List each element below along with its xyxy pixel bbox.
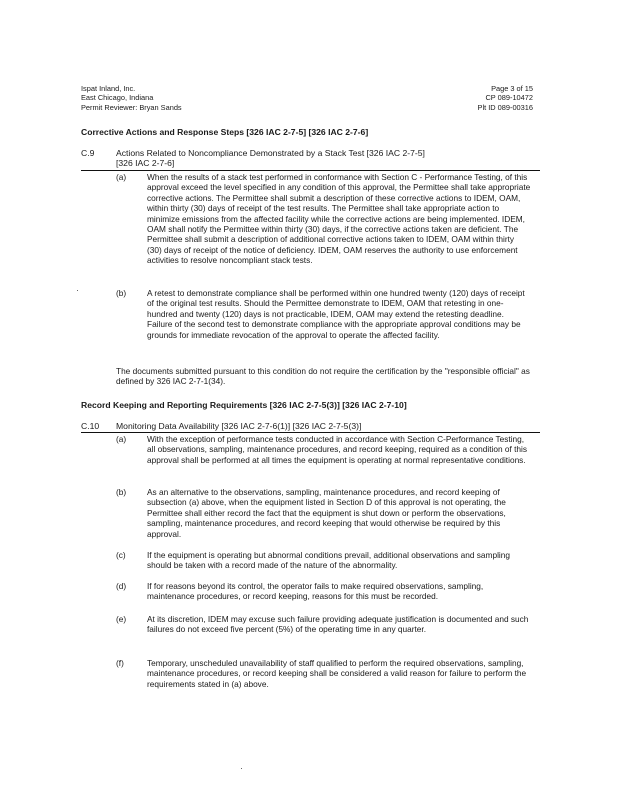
item-text: At its discretion, IDEM may excuse such failure providing adequate justification is documented and such failures do not exceed five percent (5%) of the operating time in any quarter. — [147, 614, 529, 635]
item-label: (c) — [116, 550, 126, 560]
header-left — [81, 84, 182, 112]
list-item — [116, 288, 531, 340]
list-item — [116, 581, 531, 602]
section-title-record-keeping: Record Keeping and Reporting Requirements [326 IAC 2-7-5(3)] [326 IAC 2-7-10] — [81, 400, 407, 410]
scan-speck — [77, 290, 78, 291]
item-label: (d) — [116, 581, 127, 591]
condition-number: C.10 — [81, 421, 100, 431]
item-label: (a) — [116, 172, 127, 182]
condition-title-line1: Actions Related to Noncompliance Demonstrated by a Stack Test [326 IAC 2-7-5] — [116, 148, 425, 158]
header-right — [478, 84, 533, 112]
item-text: If for reasons beyond its control, the operator fails to make required observations, sampling, maintenance procedures, or record keeping, reasons for this must be recorded. — [147, 581, 484, 602]
list-item — [116, 658, 531, 689]
section-title-corrective-actions: Corrective Actions and Response Steps [326 IAC 2-7-5] [326 IAC 2-7-6] — [81, 127, 369, 137]
condition-rule — [81, 432, 540, 433]
header-page: Page 3 of 15 — [491, 84, 533, 93]
item-text: When the results of a stack test performed in conformance with Section C - Performance Testing, of this approval exceed the level specified in any condition of this approval, the Permittee shall take appropriate corrective actions. The Permittee shall submit a description of these corrective actions to IDEM, OAM, within thirty (30) days of receipt of the test results. The Permittee shall take appropriate action to minimize emissions from the affected facility while the corrective actions are being implemented. IDEM, OAM shall notify the Permittee within thirty (30) days, if the corrective actions taken are deficient. The Permittee shall submit a description of additional corrective actions taken to IDEM, OAM within thirty (30) days of receipt of the notice of deficiency. IDEM, OAM reserves the authority to use enforcement activities to resolve noncompliant stack tests. — [147, 172, 531, 266]
item-text: Temporary, unscheduled unavailability of staff qualified to perform the required observations, sampling, maintenance procedures, or record keeping shall be considered a valid reason for failure to perform the requirements stated in (a) above. — [147, 658, 527, 689]
item-label: (b) — [116, 288, 127, 298]
list-item — [116, 550, 531, 571]
condition-number: C.9 — [81, 148, 95, 158]
item-label: (a) — [116, 434, 127, 444]
condition-title — [116, 148, 425, 169]
item-text: With the exception of performance tests conducted in accordance with Section C-Performance Testing, all observations, sampling, maintenance procedures, and record keeping, required as a condition of this approval shall be performed at all times the equipment is operating at normal representative conditions. — [147, 434, 528, 465]
item-text: A retest to demonstrate compliance shall be performed within one hundred twenty (120) days of receipt of the original test results. Should the Permittee demonstrate to IDEM, OAM that retesting in one-hundred and twenty (120) days is not practicable, IDEM, OAM may extend the retesting deadline. Failure of the second test to demonstrate compliance with the appropriate approval conditions may be grounds for immediate revocation of the approval to operate the affected facility. — [147, 288, 525, 340]
item-text: If the equipment is operating but abnormal conditions prevail, additional observations and sampling should be taken with a record made of the nature of the abnormality. — [147, 550, 510, 571]
list-item — [116, 434, 531, 465]
item-label: (f) — [116, 658, 124, 668]
item-text: As an alternative to the observations, sampling, maintenance procedures, and record keeping of subsection (a) above, when the equipment listed in Section D of this approval is not operating, the Permittee shall either record the fact that the equipment is shut down or perform the observations, sampling, maintenance procedures, and record keeping that would otherwise be required by this approval. — [147, 487, 506, 539]
item-label: (e) — [116, 614, 127, 624]
closing-paragraph: The documents submitted pursuant to this condition do not require the certification by the "responsible official" as defined by 326 IAC 2-7-1(34). — [116, 366, 530, 387]
list-item — [116, 614, 531, 635]
header-reviewer: Permit Reviewer: Bryan Sands — [81, 102, 182, 112]
list-item — [116, 487, 531, 539]
condition-rule — [81, 170, 540, 171]
list-item — [116, 172, 531, 266]
scan-speck — [241, 768, 242, 769]
condition-title-line2: [326 IAC 2-7-6] — [116, 158, 175, 169]
header-location: East Chicago, Indiana — [81, 93, 154, 103]
condition-title: Monitoring Data Availability [326 IAC 2-7-6(1)] [326 IAC 2-7-5(3)] — [116, 421, 362, 431]
header-plant-id: Plt ID 089-00316 — [477, 102, 533, 112]
header-company: Ispat Inland, Inc. — [81, 84, 136, 93]
header-permit-number: CP 089-10472 — [485, 93, 533, 103]
item-label: (b) — [116, 487, 127, 497]
